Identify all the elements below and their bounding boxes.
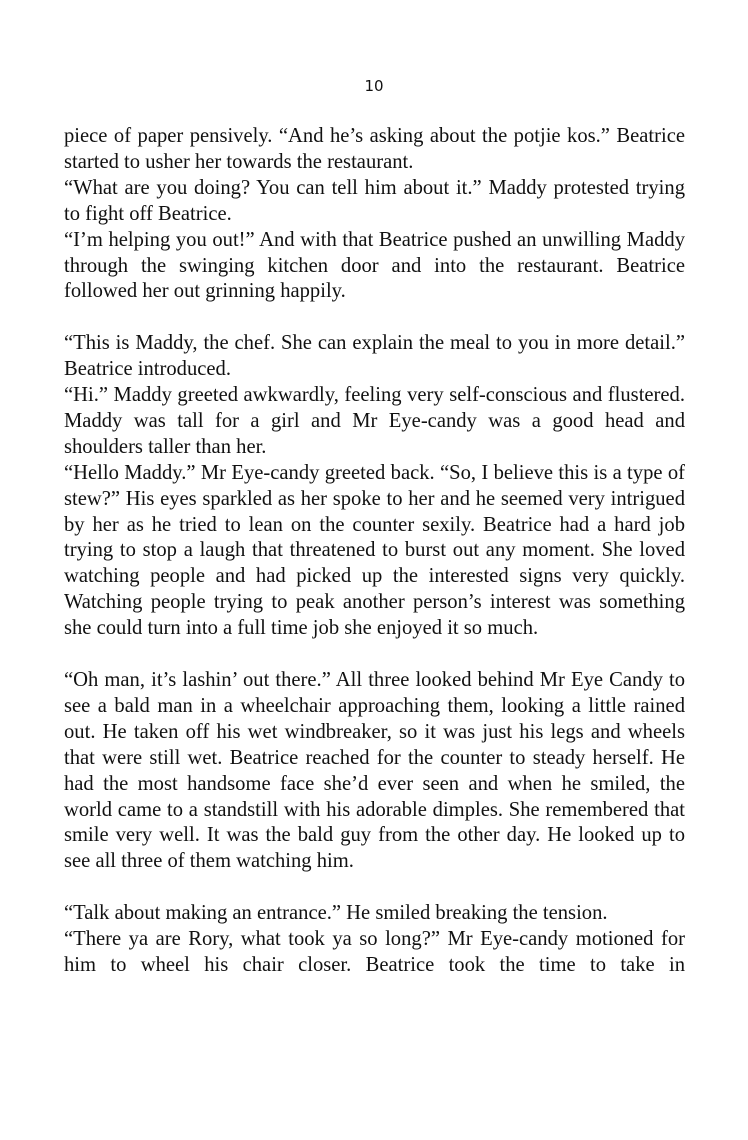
body-text <box>64 124 685 979</box>
paragraph-break <box>64 642 685 668</box>
paragraph-7: “Oh man, it’s lashin’ out there.” All three looked behind Mr Eye Candy to see a bald man in a wheelchair approaching them, looking a little rained out. He taken off his wet windbreaker, so it was just his legs and wheels that were still wet. Beatrice reached for the counter to steady herself. He had the most handsome face she’d ever seen and when he smiled, the world came to a standstill with his adorable dimples. She remembered that smile very well. It was the bald guy from the other day. He looked up to see all three of them watching him. <box>64 669 685 873</box>
paragraph-9: “There ya are Rory, what took ya so long?” Mr Eye-candy motioned for him to wheel his chair closer. Beatrice took the time to take in <box>64 928 685 976</box>
paragraph-6: “Hello Maddy.” Mr Eye-candy greeted back. “So, I believe this is a type of stew?” His eyes sparkled as her spoke to her and he seemed very intrigued by her as he tried to lean on the counter sexily. Beatrice had a hard job trying to stop a laugh that threatened to burst out any moment. She loved watching people and had picked up the interested signs very quickly. Watching people trying to peak another person’s interest was something she could turn into a full time job she enjoyed it so much. <box>64 461 685 640</box>
paragraph-1: piece of paper pensively. “And he’s asking about the potjie kos.” Beatrice started to usher her towards the restaurant. <box>64 125 685 173</box>
paragraph-2: “What are you doing? You can tell him about it.” Maddy protested trying to fight off Beatrice. <box>64 176 685 225</box>
paragraph-8: “Talk about making an entrance.” He smiled breaking the tension. <box>64 902 608 925</box>
paragraph-break <box>64 875 685 901</box>
paragraph-break <box>64 305 685 331</box>
page-number: 10 <box>364 77 384 95</box>
paragraph-5: “Hi.” Maddy greeted awkwardly, feeling very self-conscious and flustered. Maddy was tall for a girl and Mr Eye-candy was a good head and shoulders taller than her. <box>64 384 685 458</box>
paragraph-3: “I’m helping you out!” And with that Beatrice pushed an unwilling Maddy through the swinging kitchen door and into the restaurant. Beatrice followed her out grinning happily. <box>64 228 685 303</box>
paragraph-4: “This is Maddy, the chef. She can explain the meal to you in more detail.” Beatrice introduced. <box>64 332 685 381</box>
